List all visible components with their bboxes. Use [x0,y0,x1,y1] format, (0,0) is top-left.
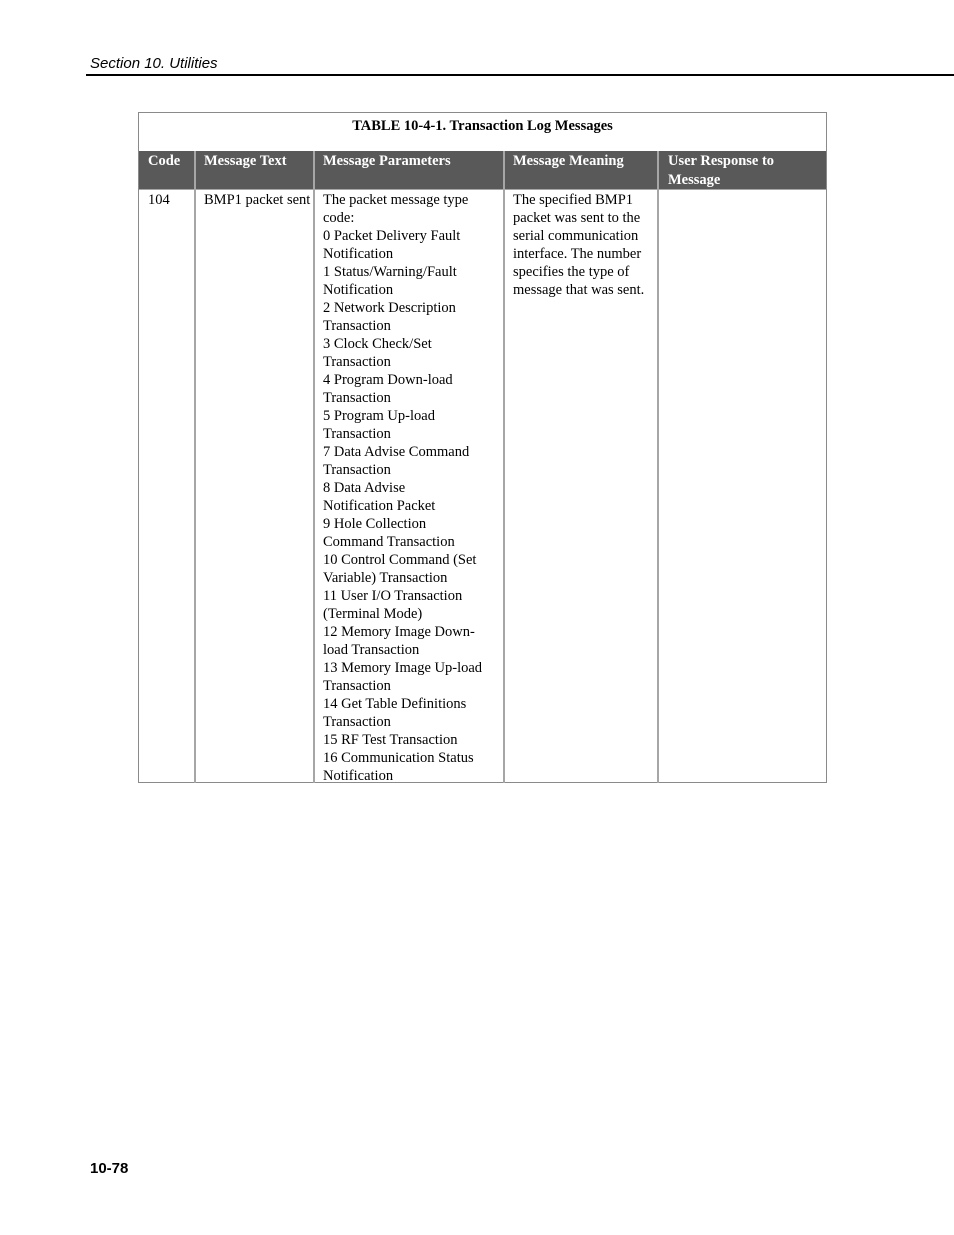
parameter-line: Command Transaction [323,534,455,550]
column-divider [313,151,315,783]
parameter-line: Notification [323,282,394,298]
parameter-line: Notification Packet [323,498,436,514]
transaction-log-table [138,112,827,783]
parameter-line: 15 RF Test Transaction [323,732,458,748]
parameter-line: 5 Program Up-load [323,408,435,424]
parameter-line: 12 Memory Image Down- [323,624,475,640]
table-row [139,189,826,783]
parameter-line: Transaction [323,426,391,442]
parameter-line: load Transaction [323,642,420,658]
parameter-line: 4 Program Down-load [323,372,453,388]
column-divider [503,151,505,783]
parameter-line: 8 Data Advise [323,480,406,496]
cell-message-parameters [323,189,503,783]
table-title: TABLE 10-4-1. Transaction Log Messages [352,118,613,134]
parameter-line: Notification [323,768,394,784]
cell-message-meaning: The specified BMP1 packet was sent to the serial communication interface. The number specifies the type of message that was sent. [513,192,645,298]
parameter-line: 13 Memory Image Up-load [323,660,483,676]
parameter-line: Notification [323,246,394,262]
table-header-row [139,151,826,189]
parameter-line: Transaction [323,318,391,334]
parameter-line: 7 Data Advise Command [323,444,470,460]
parameter-line: 11 User I/O Transaction [323,588,463,604]
parameter-line: Transaction [323,714,391,730]
header-message-parameters: Message Parameters [323,153,451,169]
parameter-line: Variable) Transaction [323,570,448,586]
cell-user-response [668,189,818,783]
header-user-response: User Response to Message [668,153,775,188]
parameter-line: code: [323,210,355,226]
parameter-line: Transaction [323,354,391,370]
header-message-text: Message Text [204,153,287,169]
parameter-line: The packet message type [323,192,469,208]
parameter-line: 3 Clock Check/Set [323,336,432,352]
parameter-line: 10 Control Command (Set [323,552,477,568]
parameter-line: 1 Status/Warning/Fault [323,264,457,280]
header-message-meaning: Message Meaning [513,153,624,169]
parameter-line: 2 Network Description [323,300,456,316]
column-divider [657,151,659,783]
parameter-line: Transaction [323,390,391,406]
column-divider [194,151,196,783]
parameter-line: Transaction [323,462,391,478]
cell-message-text: BMP1 packet sent [204,192,311,208]
parameter-line: Transaction [323,678,391,694]
parameter-line: 14 Get Table Definitions [323,696,467,712]
header-rule [86,74,954,76]
running-header: Section 10. Utilities [90,55,218,72]
parameter-line: (Terminal Mode) [323,606,423,622]
parameter-line: 0 Packet Delivery Fault [323,228,461,244]
header-code: Code [148,153,181,169]
page-number: 10-78 [90,1160,129,1177]
cell-code: 104 [148,192,170,208]
parameter-line: 16 Communication Status [323,750,474,766]
parameter-line: 9 Hole Collection [323,516,427,532]
